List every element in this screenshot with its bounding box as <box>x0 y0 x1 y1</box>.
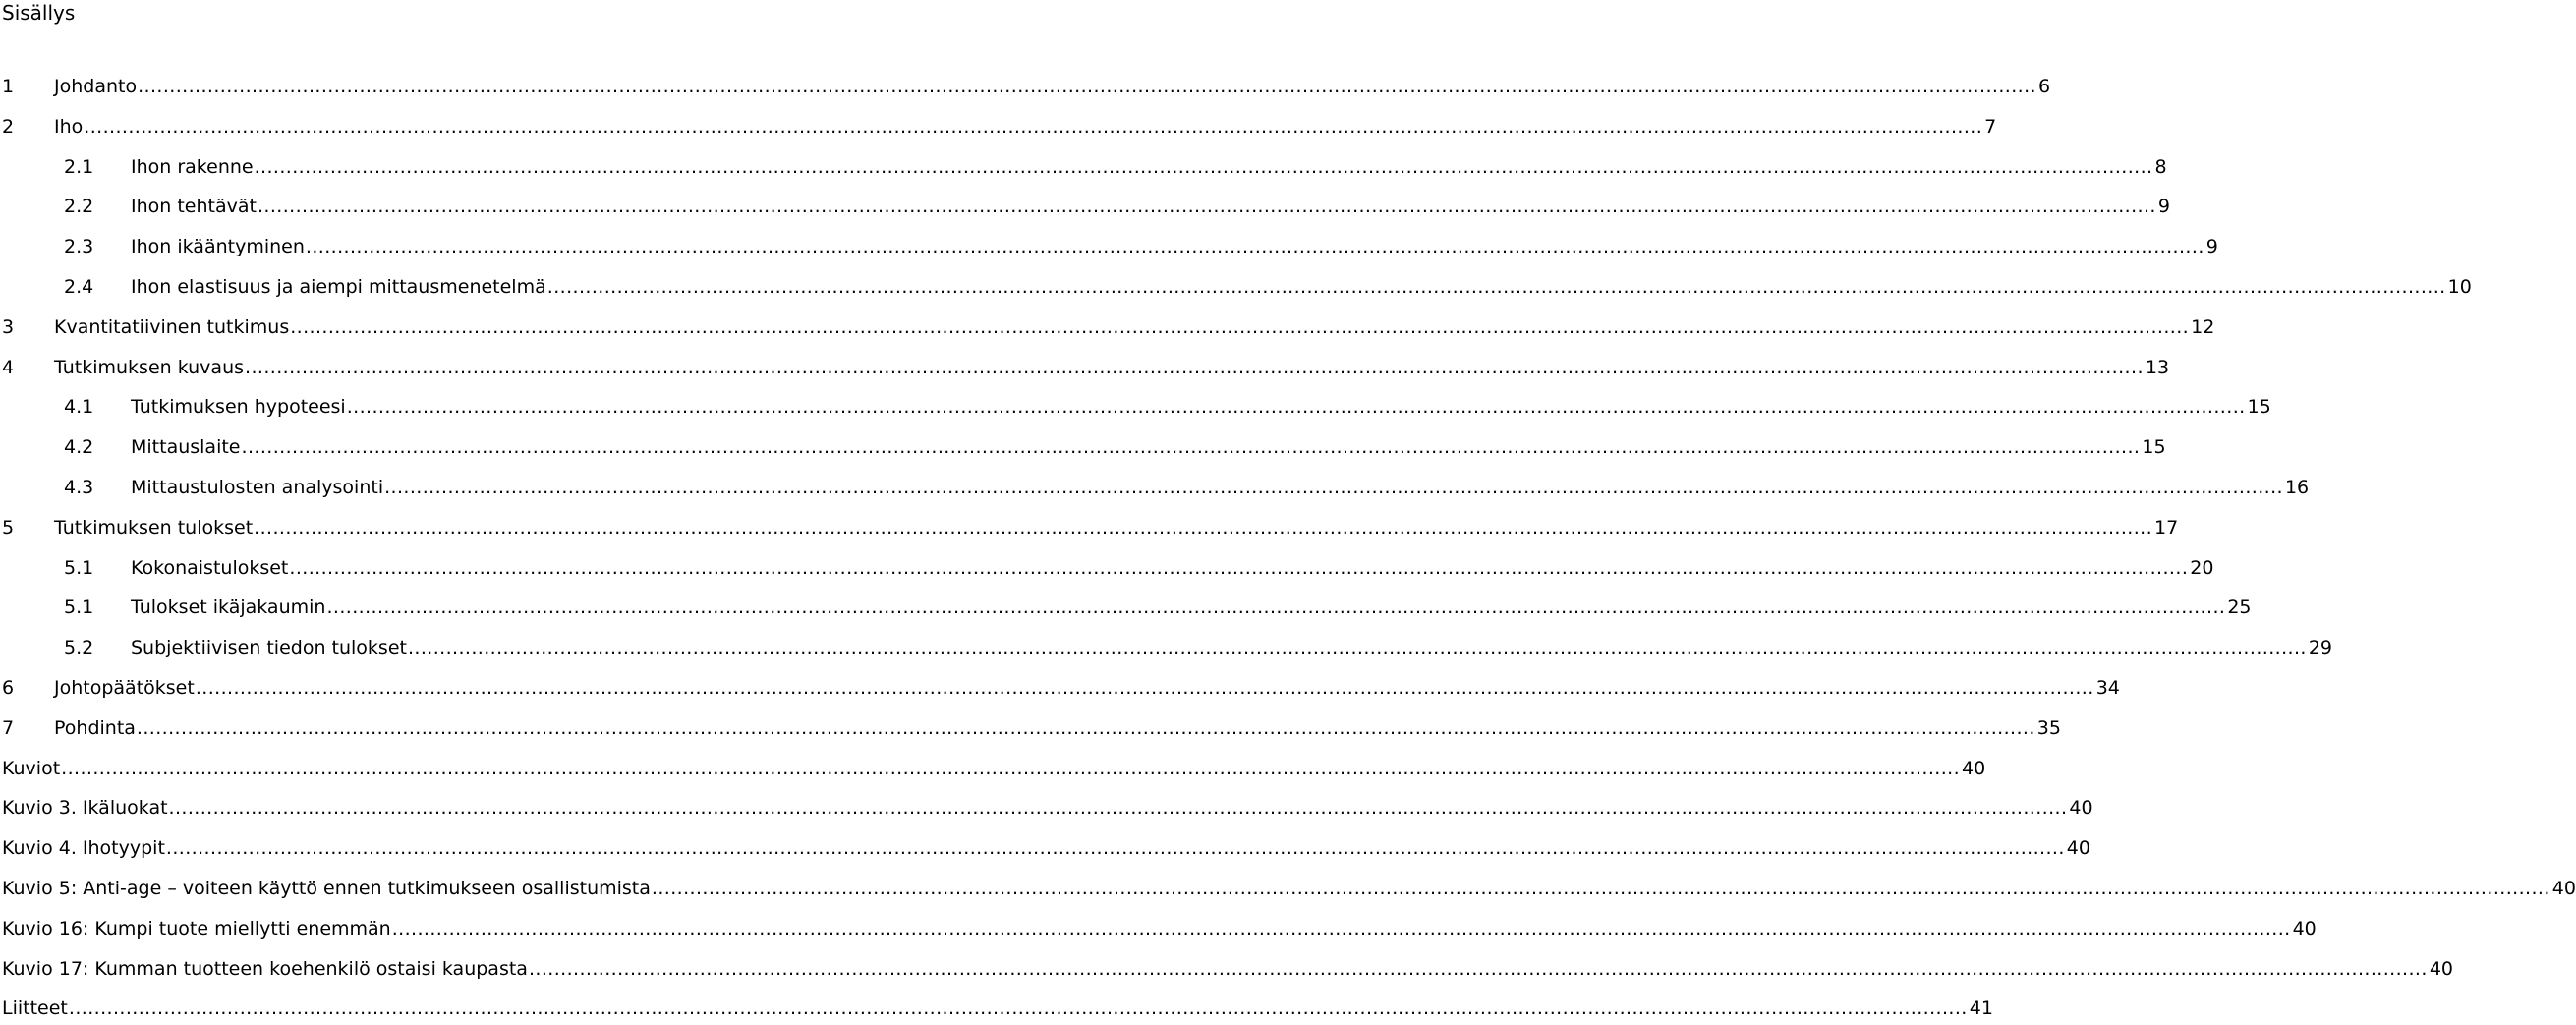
dot-leader: ............................................................................................................................................................................................................................................................................................................ <box>346 396 2246 418</box>
toc-entry[interactable] <box>2 517 2179 544</box>
dot-leader: ............................................................................................................................................................................................................................................................................................................ <box>254 156 2153 178</box>
toc-entry-number: 5.1 <box>64 597 94 618</box>
toc-entry-title: Kokonaistulokset <box>131 557 289 579</box>
toc-entry-page: 40 <box>1962 758 1986 779</box>
toc-entry-title: Johdanto <box>54 76 138 97</box>
toc-entry-title: Ihon elastisuus ja aiempi mittausmenetelmä <box>131 276 546 298</box>
toc-entry-title: Mittaustulosten analysointi <box>131 477 384 498</box>
toc-entry-page: 6 <box>2037 76 2051 97</box>
toc-entry-title: Kuvio 5: Anti-age – voiteen käyttö ennen tutkimukseen osallistumista <box>2 878 651 899</box>
toc-entry[interactable] <box>64 396 2271 424</box>
toc-entry[interactable] <box>2 837 2090 865</box>
toc-entry-page: 17 <box>2154 517 2179 539</box>
toc-entry-title: Pohdinta <box>54 717 136 739</box>
toc-entry-number: 2.3 <box>64 236 94 257</box>
toc-entry-page: 15 <box>2247 396 2271 418</box>
toc-entry-title: Tutkimuksen tulokset <box>54 517 254 539</box>
toc-entry[interactable] <box>2 717 2061 745</box>
dot-leader: ............................................................................................................................................................................................................................................................................................................ <box>68 997 1968 1019</box>
dot-leader: ............................................................................................................................................................................................................................................................................................................ <box>165 837 2065 859</box>
dot-leader: ............................................................................................................................................................................................................................................................................................................ <box>254 517 2153 539</box>
toc-entry-number: 5.1 <box>64 557 94 579</box>
toc-entry-title: Mittauslaite <box>131 436 241 458</box>
toc-entry-page: 35 <box>2036 717 2061 739</box>
toc-entry-page: 41 <box>1969 997 1993 1019</box>
dot-leader: ............................................................................................................................................................................................................................................................................................................ <box>546 276 2446 298</box>
dot-leader: ............................................................................................................................................................................................................................................................................................................ <box>384 477 2283 498</box>
dot-leader: ............................................................................................................................................................................................................................................................................................................ <box>195 677 2094 699</box>
toc-entry-title: Tulokset ikäjakaumin <box>131 597 326 618</box>
toc-entry-title: Kuvio 4. Ihotyypit <box>2 837 165 859</box>
dot-leader: ............................................................................................................................................................................................................................................................................................................ <box>651 878 2550 899</box>
toc-entry-page: 16 <box>2284 477 2310 498</box>
toc-entry-title: Kuvio 17: Kumman tuotteen koehenkilö ostaisi kaupasta <box>2 958 528 980</box>
toc-entry[interactable] <box>2 677 2120 705</box>
toc-entry-title: Iho <box>54 116 84 138</box>
toc-entry[interactable] <box>64 557 2214 585</box>
toc-entry-number: 6 <box>2 677 15 699</box>
toc-entry-page: 13 <box>2145 357 2170 378</box>
toc-entry[interactable] <box>64 477 2310 504</box>
toc-entry-page: 40 <box>2292 918 2317 940</box>
toc-entry-page: 9 <box>2157 196 2170 217</box>
toc-entry-page: 12 <box>2191 316 2215 338</box>
toc-entry-title: Johtopäätökset <box>54 677 195 699</box>
toc-entry-number: 4 <box>2 357 15 378</box>
dot-leader: ............................................................................................................................................................................................................................................................................................................ <box>257 196 2156 217</box>
dot-leader: ............................................................................................................................................................................................................................................................................................................ <box>305 236 2204 257</box>
toc-entry-page: 15 <box>2142 436 2166 458</box>
toc-entry[interactable] <box>2 878 2576 905</box>
toc-entry-number: 2.2 <box>64 196 94 217</box>
toc-entry-title: Ihon ikääntyminen <box>131 236 305 257</box>
toc-entry-page: 25 <box>2227 597 2252 618</box>
toc-entry-page: 20 <box>2190 557 2214 579</box>
toc-entry-number: 3 <box>2 316 15 338</box>
dot-leader: ............................................................................................................................................................................................................................................................................................................ <box>241 436 2141 458</box>
toc-entry-page: 40 <box>2069 797 2093 819</box>
toc-entry-title: Liitteet <box>2 997 68 1019</box>
toc-entry-number: 2.4 <box>64 276 94 298</box>
toc-entry-page: 40 <box>2066 837 2090 859</box>
toc-entry[interactable] <box>2 76 2051 103</box>
toc-entry[interactable] <box>2 357 2170 384</box>
toc-entry-title: Kvantitatiivinen tutkimus <box>54 316 290 338</box>
toc-entry-page: 40 <box>2429 958 2453 980</box>
toc-entry-title: Kuviot <box>2 758 61 779</box>
dot-leader: ............................................................................................................................................................................................................................................................................................................ <box>289 557 2189 579</box>
dot-leader: ............................................................................................................................................................................................................................................................................................................ <box>168 797 2068 819</box>
toc-entry[interactable] <box>2 918 2317 945</box>
toc-entry-page: 9 <box>2205 236 2218 257</box>
toc-entry-number: 4.2 <box>64 436 94 458</box>
toc-entry-number: 1 <box>2 76 15 97</box>
toc-entry[interactable] <box>2 316 2215 344</box>
page-title: Sisällys <box>2 1 76 25</box>
toc-entry[interactable] <box>64 196 2170 223</box>
toc-entry-page: 8 <box>2154 156 2167 178</box>
toc-entry-page: 7 <box>1984 116 1997 138</box>
dot-leader: ............................................................................................................................................................................................................................................................................................................ <box>245 357 2144 378</box>
dot-leader: ............................................................................................................................................................................................................................................................................................................ <box>326 597 2226 618</box>
toc-entry-title: Tutkimuksen kuvaus <box>54 357 245 378</box>
dot-leader: ............................................................................................................................................................................................................................................................................................................ <box>136 717 2035 739</box>
toc-entry[interactable] <box>2 758 1986 785</box>
toc-entry-title: Subjektiivisen tiedon tulokset <box>131 637 407 658</box>
toc-entry-page: 40 <box>2551 878 2576 899</box>
toc-entry[interactable] <box>64 156 2167 184</box>
toc-entry-title: Kuvio 16: Kumpi tuote miellytti enemmän <box>2 918 391 940</box>
dot-leader: ............................................................................................................................................................................................................................................................................................................ <box>61 758 1961 779</box>
toc-entry[interactable] <box>2 116 1997 143</box>
toc-entry-number: 5.2 <box>64 637 94 658</box>
toc-entry-page: 29 <box>2308 637 2333 658</box>
toc-entry[interactable] <box>64 276 2472 304</box>
toc-entry[interactable] <box>2 958 2453 986</box>
toc-entry-number: 4.3 <box>64 477 94 498</box>
toc-entry-title: Ihon tehtävät <box>131 196 257 217</box>
toc-entry-number: 2 <box>2 116 15 138</box>
dot-leader: ............................................................................................................................................................................................................................................................................................................ <box>528 958 2428 980</box>
toc-entry[interactable] <box>2 997 1993 1025</box>
toc-entry-page: 34 <box>2095 677 2120 699</box>
toc-entry[interactable] <box>64 436 2166 464</box>
toc-entry-number: 7 <box>2 717 15 739</box>
toc-entry-page: 10 <box>2447 276 2472 298</box>
dot-leader: ............................................................................................................................................................................................................................................................................................................ <box>84 116 1983 138</box>
toc-entry-title: Tutkimuksen hypoteesi <box>131 396 346 418</box>
dot-leader: ............................................................................................................................................................................................................................................................................................................ <box>138 76 2036 97</box>
toc-entry-number: 4.1 <box>64 396 94 418</box>
toc-entry-title: Kuvio 3. Ikäluokat <box>2 797 168 819</box>
dot-leader: ............................................................................................................................................................................................................................................................................................................ <box>407 637 2307 658</box>
dot-leader: ............................................................................................................................................................................................................................................................................................................ <box>290 316 2190 338</box>
toc-entry-title: Ihon rakenne <box>131 156 254 178</box>
toc-entry[interactable] <box>64 637 2333 664</box>
toc-entry-number: 2.1 <box>64 156 94 178</box>
toc-entry[interactable] <box>64 597 2252 624</box>
toc-entry[interactable] <box>64 236 2218 263</box>
toc-entry[interactable] <box>2 797 2093 825</box>
toc-entry-number: 5 <box>2 517 15 539</box>
dot-leader: ............................................................................................................................................................................................................................................................................................................ <box>391 918 2291 940</box>
